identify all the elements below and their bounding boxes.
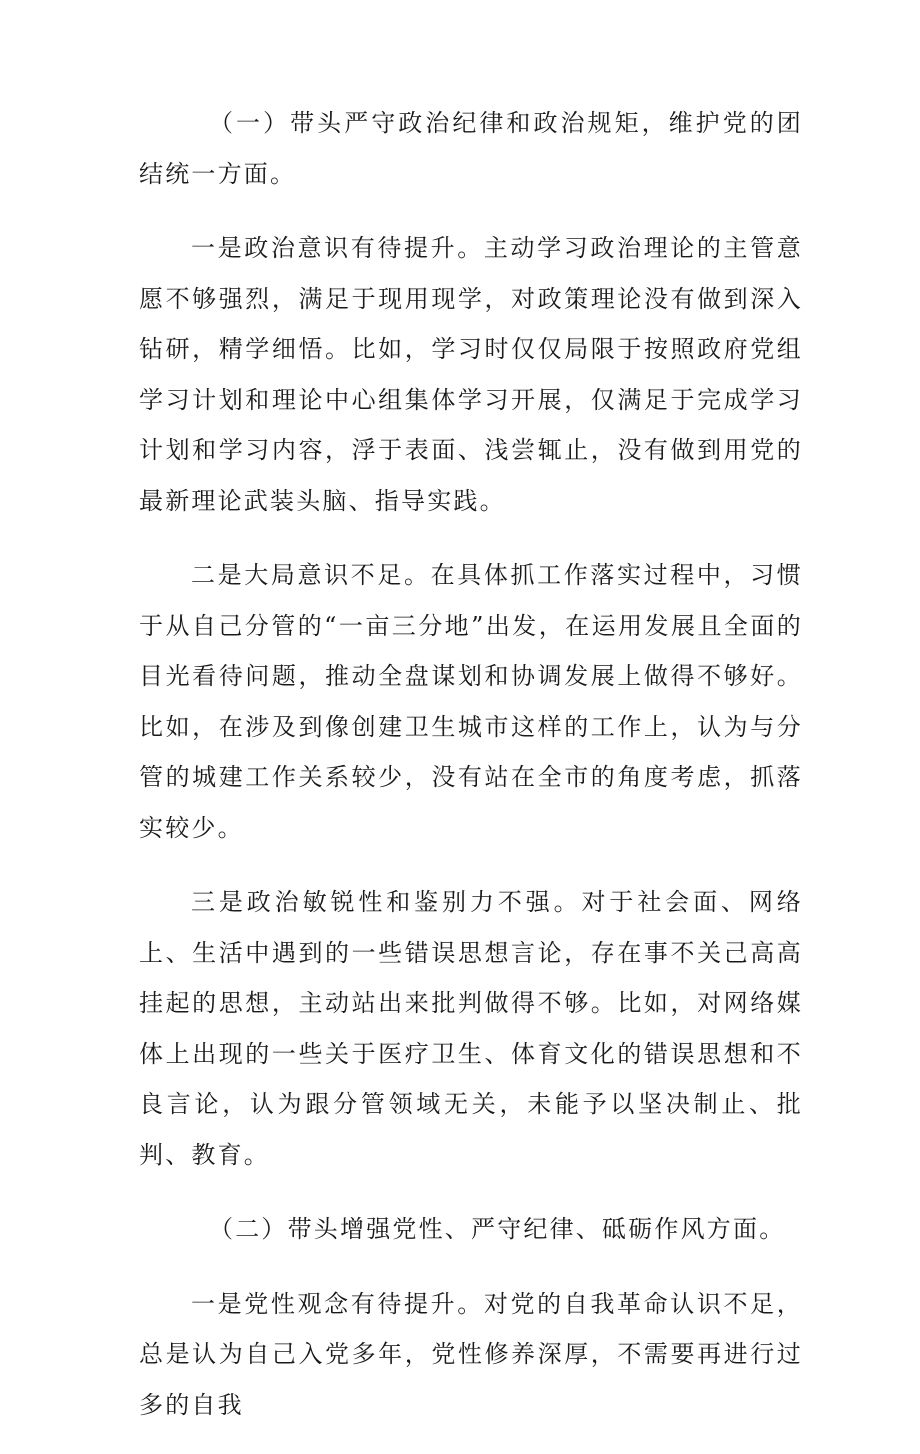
paragraph-political-sensitivity: 三是政治敏锐性和鉴别力不强。对于社会面、网络上、生活中遇到的一些错误思想言论，存在事不关己高高挂起的思想，主动站出来批判做得不够。比如，对网络媒体上出现的一些关于医疗卫生、体育文化的错误思想和不良言论，认为跟分管领域无关，未能予以坚决制止、批判、教育。 (139, 888, 803, 1169)
paragraph-political-awareness: 一是政治意识有待提升。主动学习政治理论的主管意愿不够强烈，满足于现用现学，对政策理论没有做到深入钻研，精学细悟。比如，学习时仅仅局限于按照政府党组学习计划和理论中心组集体学习开展，仅满足于完成学习计划和学习内容，浮于表面、浅尝辄止，没有做到用党的最新理论武装头脑、指导实践。 (139, 234, 803, 515)
section-heading-1: （一）带头严守政治纪律和政治规矩，维护党的团结统一方面。 (139, 109, 803, 188)
document-body (139, 98, 803, 1454)
section-heading-2: （二）带头增强党性、严守纪律、砥砺作风方面。 (209, 1215, 786, 1243)
paragraph-overall-awareness: 二是大局意识不足。在具体抓工作落实过程中，习惯于从自己分管的“一亩三分地”出发，在运用发展且全面的目光看待问题，推动全盘谋划和协调发展上做得不够好。比如，在涉及到像创建卫生城市这样的工作上，认为与分管的城建工作关系较少，没有站在全市的角度考虑，抓落实较少。 (139, 561, 803, 842)
paragraph-party-spirit: 一是党性观念有待提升。对党的自我革命认识不足，总是认为自己入党多年，党性修养深厚，不需要再进行过多的自我 (139, 1289, 803, 1419)
